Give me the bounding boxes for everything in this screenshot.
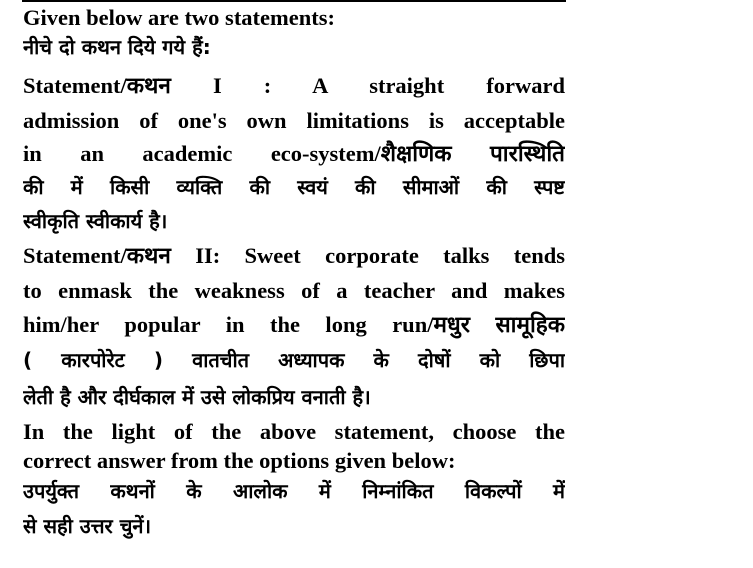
statement-1-line: Statement/कथन I : A straight forward (23, 73, 565, 98)
question-line: उपर्युक्त कथनों के आलोक में निम्नांकित विकल्पों में (23, 479, 565, 503)
statement-2-line: ( कारपोरेट ) वातचीत अध्यापक के दोषों को छिपा (23, 348, 565, 372)
statement-1-line: admission of one's own limitations is acceptable (23, 108, 565, 133)
statement-2-line: to enmask the weakness of a teacher and makes (23, 278, 565, 303)
statement-1-line: की में किसी व्यक्ति की स्वयं की सीमाओं की स्पष्ट (23, 175, 565, 199)
question-line: correct answer from the options given below: (23, 448, 456, 473)
statement-1-line: in an academic eco-system/शैक्षणिक पारस्थिति (23, 141, 565, 166)
question-line: से सही उत्तर चुनें। (23, 514, 152, 538)
statement-2-line: Statement/कथन II: Sweet corporate talks tends (23, 243, 565, 268)
intro-heading-english: Given below are two statements: (23, 5, 336, 30)
statement-2-line: लेती है और दीर्घकाल में उसे लोकप्रिय वनाती है। (23, 385, 371, 409)
top-rule (22, 0, 566, 2)
question-text (23, 4, 565, 543)
intro-heading-hindi: नीचे दो कथन दिये गये हैं: (23, 35, 211, 59)
statement-2-line: him/her popular in the long run/मधुर सामूहिक (23, 312, 565, 337)
question-line: In the light of the above statement, choose the (23, 419, 565, 444)
statement-1-line: स्वीकृति स्वीकार्य है। (23, 209, 168, 233)
